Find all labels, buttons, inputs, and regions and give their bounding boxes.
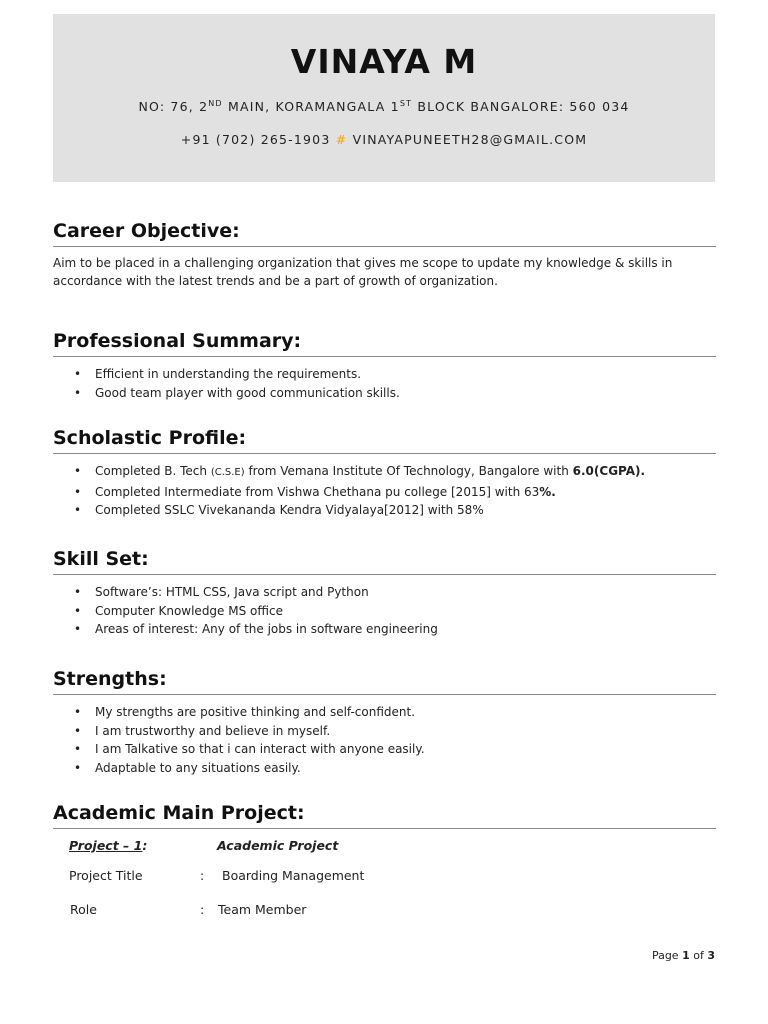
list-item-text: Good team player with good communication skills. xyxy=(95,385,400,400)
section-title: Academic Main Project: xyxy=(53,802,716,829)
percent-suffix: %. xyxy=(539,484,556,499)
bullet-icon: • xyxy=(74,622,82,637)
list-item-text: I am Talkative so that i can interact with anyone easily. xyxy=(95,742,425,757)
section-title: Strengths: xyxy=(53,668,716,695)
career-objective-section xyxy=(53,220,716,290)
section-title: Scholastic Profile: xyxy=(53,427,716,454)
project-title-value: Boarding Management xyxy=(222,868,365,883)
list-item-text: from Vemana Institute Of Technology, Bangalore with xyxy=(244,464,573,478)
career-objective-text: Aim to be placed in a challenging organization that gives me scope to update my knowledge & skills in accordance with the latest trends and be a part of growth of organization. xyxy=(53,256,673,288)
contact-line xyxy=(53,132,715,147)
section-title: Professional Summary: xyxy=(53,330,716,357)
bullet-icon: • xyxy=(74,367,82,381)
section-title: Skill Set: xyxy=(53,548,716,575)
section-title: Career Objective: xyxy=(53,220,716,247)
page-total: 3 xyxy=(707,949,715,962)
skills-list xyxy=(53,583,716,639)
project-number: Project – 1 xyxy=(69,838,143,853)
page-of: of xyxy=(689,949,708,962)
project-role-value: Team Member xyxy=(218,902,307,917)
project-role-label: Role xyxy=(70,902,97,917)
address-part: BLOCK BANGALORE: 560 034 xyxy=(412,99,630,115)
project-title-label: Project Title xyxy=(69,868,143,883)
list-item xyxy=(53,483,716,502)
list-item xyxy=(53,365,716,384)
list-item-text: Software’s: HTML CSS, Java script and Python xyxy=(95,585,369,599)
list-item xyxy=(53,602,716,621)
address-line xyxy=(53,99,715,114)
list-item xyxy=(53,462,716,483)
page-word: Page xyxy=(651,949,683,962)
project-type: Academic Project xyxy=(217,838,339,853)
list-item-text: Areas of interest: Any of the jobs in software engineering xyxy=(95,622,438,637)
project-role-colon: : xyxy=(200,902,205,917)
list-item xyxy=(53,583,716,602)
bullet-icon: • xyxy=(74,723,82,738)
candidate-name: VINAYA M xyxy=(290,42,478,81)
bullet-icon: • xyxy=(74,385,82,400)
scholastic-list xyxy=(53,462,716,520)
list-item-text: Completed SSLC Vivekananda Kendra Vidyalaya[2012] with 58% xyxy=(95,503,484,518)
list-item-text: I am trustworthy and believe in myself. xyxy=(95,723,331,738)
address-part: NO: 76, 2 xyxy=(138,99,209,115)
list-item-text: Completed B. Tech xyxy=(95,464,211,478)
email-address: VINAYAPUNEETH28@GMAIL.COM xyxy=(352,132,588,147)
page-current: 1 xyxy=(682,949,690,962)
list-item xyxy=(53,501,716,520)
list-item xyxy=(53,722,716,741)
phone-number: +91 (702) 265-1903 xyxy=(180,132,331,147)
list-item-text: Completed Intermediate from Vishwa Chethana pu college [2015] with 63 xyxy=(95,484,540,499)
bullet-icon: • xyxy=(74,603,82,618)
branch-abbrev: (C.S.E) xyxy=(210,467,245,478)
academic-project-section xyxy=(53,802,716,829)
bullet-icon: • xyxy=(74,503,82,518)
list-item xyxy=(53,703,716,722)
professional-summary-section xyxy=(53,330,716,402)
list-item xyxy=(53,384,716,403)
list-item-text: My strengths are positive thinking and self-confident. xyxy=(95,705,416,719)
strengths-section xyxy=(53,668,716,778)
bullet-icon: • xyxy=(74,464,82,478)
skill-set-section xyxy=(53,548,716,639)
scholastic-profile-section xyxy=(53,427,716,520)
strengths-list xyxy=(53,703,716,778)
bullet-icon: • xyxy=(74,705,82,719)
address-superscript: ND xyxy=(208,99,223,108)
bullet-icon: • xyxy=(74,585,82,599)
cgpa-value: 6.0(CGPA). xyxy=(572,464,646,478)
contact-separator: # xyxy=(335,132,348,147)
project-title-colon: : xyxy=(200,868,205,883)
project-label-colon: : xyxy=(142,838,148,853)
bullet-icon: • xyxy=(74,742,82,757)
header-banner xyxy=(53,14,715,182)
list-item-text: Adaptable to any situations easily. xyxy=(95,761,301,776)
list-item xyxy=(53,620,716,639)
list-item xyxy=(53,740,716,759)
bullet-icon: • xyxy=(74,484,82,499)
bullet-icon: • xyxy=(74,761,82,776)
address-part: MAIN, KORAMANGALA 1 xyxy=(222,99,400,115)
summary-list xyxy=(53,365,716,402)
address-superscript: ST xyxy=(399,99,413,108)
list-item xyxy=(53,759,716,778)
page-number xyxy=(652,949,715,962)
project-number-label xyxy=(69,838,147,853)
list-item-text: Computer Knowledge MS office xyxy=(95,603,283,618)
list-item-text: Efficient in understanding the requirements. xyxy=(95,367,362,381)
